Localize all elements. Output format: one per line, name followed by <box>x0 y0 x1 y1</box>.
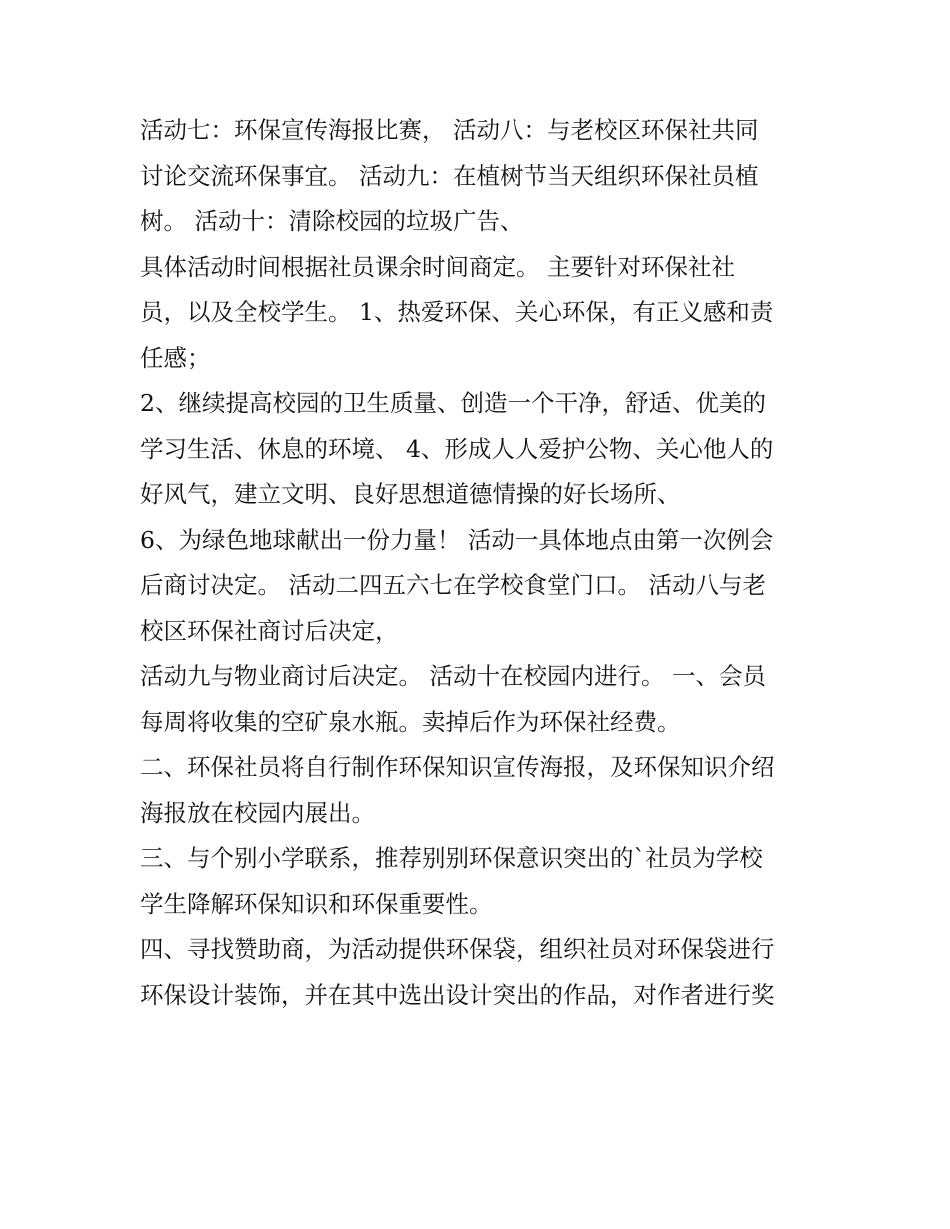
text-line: 校区环保社商讨后决定， <box>140 616 399 645</box>
text-line: 树。 活动十：清除校园的垃圾广告、 <box>140 207 524 235</box>
text-line: 四、寻找赞助商，为活动提供环保袋，组织社员对环保袋进行 <box>140 935 775 963</box>
text-line: 讨论交流环保事宜。 活动九：在植树节当天组织环保社员植 <box>140 161 759 190</box>
text-line: 任感； <box>140 343 211 372</box>
text-line: 2、继续提高校园的卫生质量、创造一个干净，舒适、优美的 <box>140 389 766 417</box>
paragraph-2 <box>140 245 820 382</box>
text-line: 6、为绿色地球献出一份力量！ 活动一具体地点由第一次例会 <box>140 525 774 554</box>
text-line: 活动九与物业商讨后决定。 活动十在校园内进行。 一、会员 <box>140 662 766 690</box>
text-line: 活动七：环保宣传海报比赛， 活动八：与老校区环保社共同 <box>140 116 759 144</box>
paragraph-5 <box>140 654 820 745</box>
paragraph-1 <box>140 108 820 245</box>
text-line: 二、环保社员将自行制作环保知识宣传海报，及环保知识介绍 <box>140 753 775 781</box>
text-line: 学习生活、休息的环境、 4、形成人人爱护公物、关心他人的 <box>140 434 774 463</box>
text-line: 海报放在校园内展出。 <box>140 798 375 827</box>
paragraph-4 <box>140 518 820 655</box>
text-line: 每周将收集的空矿泉水瓶。卖掉后作为环保社经费。 <box>140 707 681 736</box>
text-line: 学生降解环保知识和环保重要性。 <box>140 889 493 918</box>
text-line: 环保设计装饰，并在其中选出设计突出的作品，对作者进行奖 <box>140 980 775 1009</box>
paragraph-6 <box>140 745 820 836</box>
text-line: 好风气，建立文明、良好思想道德情操的好长场所、 <box>140 480 681 508</box>
text-line: 后商讨决定。 活动二四五六七在学校食堂门口。 活动八与老 <box>140 571 766 599</box>
paragraph-7 <box>140 836 820 927</box>
paragraph-8 <box>140 927 820 1018</box>
paragraph-3 <box>140 381 820 518</box>
document-body <box>140 108 820 1018</box>
text-line: 具体活动时间根据社员课余时间商定。 主要针对环保社社 <box>140 252 735 281</box>
text-line: 三、与个别小学联系，推荐别别环保意识突出的`社员为学校 <box>140 844 763 872</box>
text-line: 员，以及全校学生。 1、热爱环保、关心环保，有正义感和责 <box>140 298 774 326</box>
